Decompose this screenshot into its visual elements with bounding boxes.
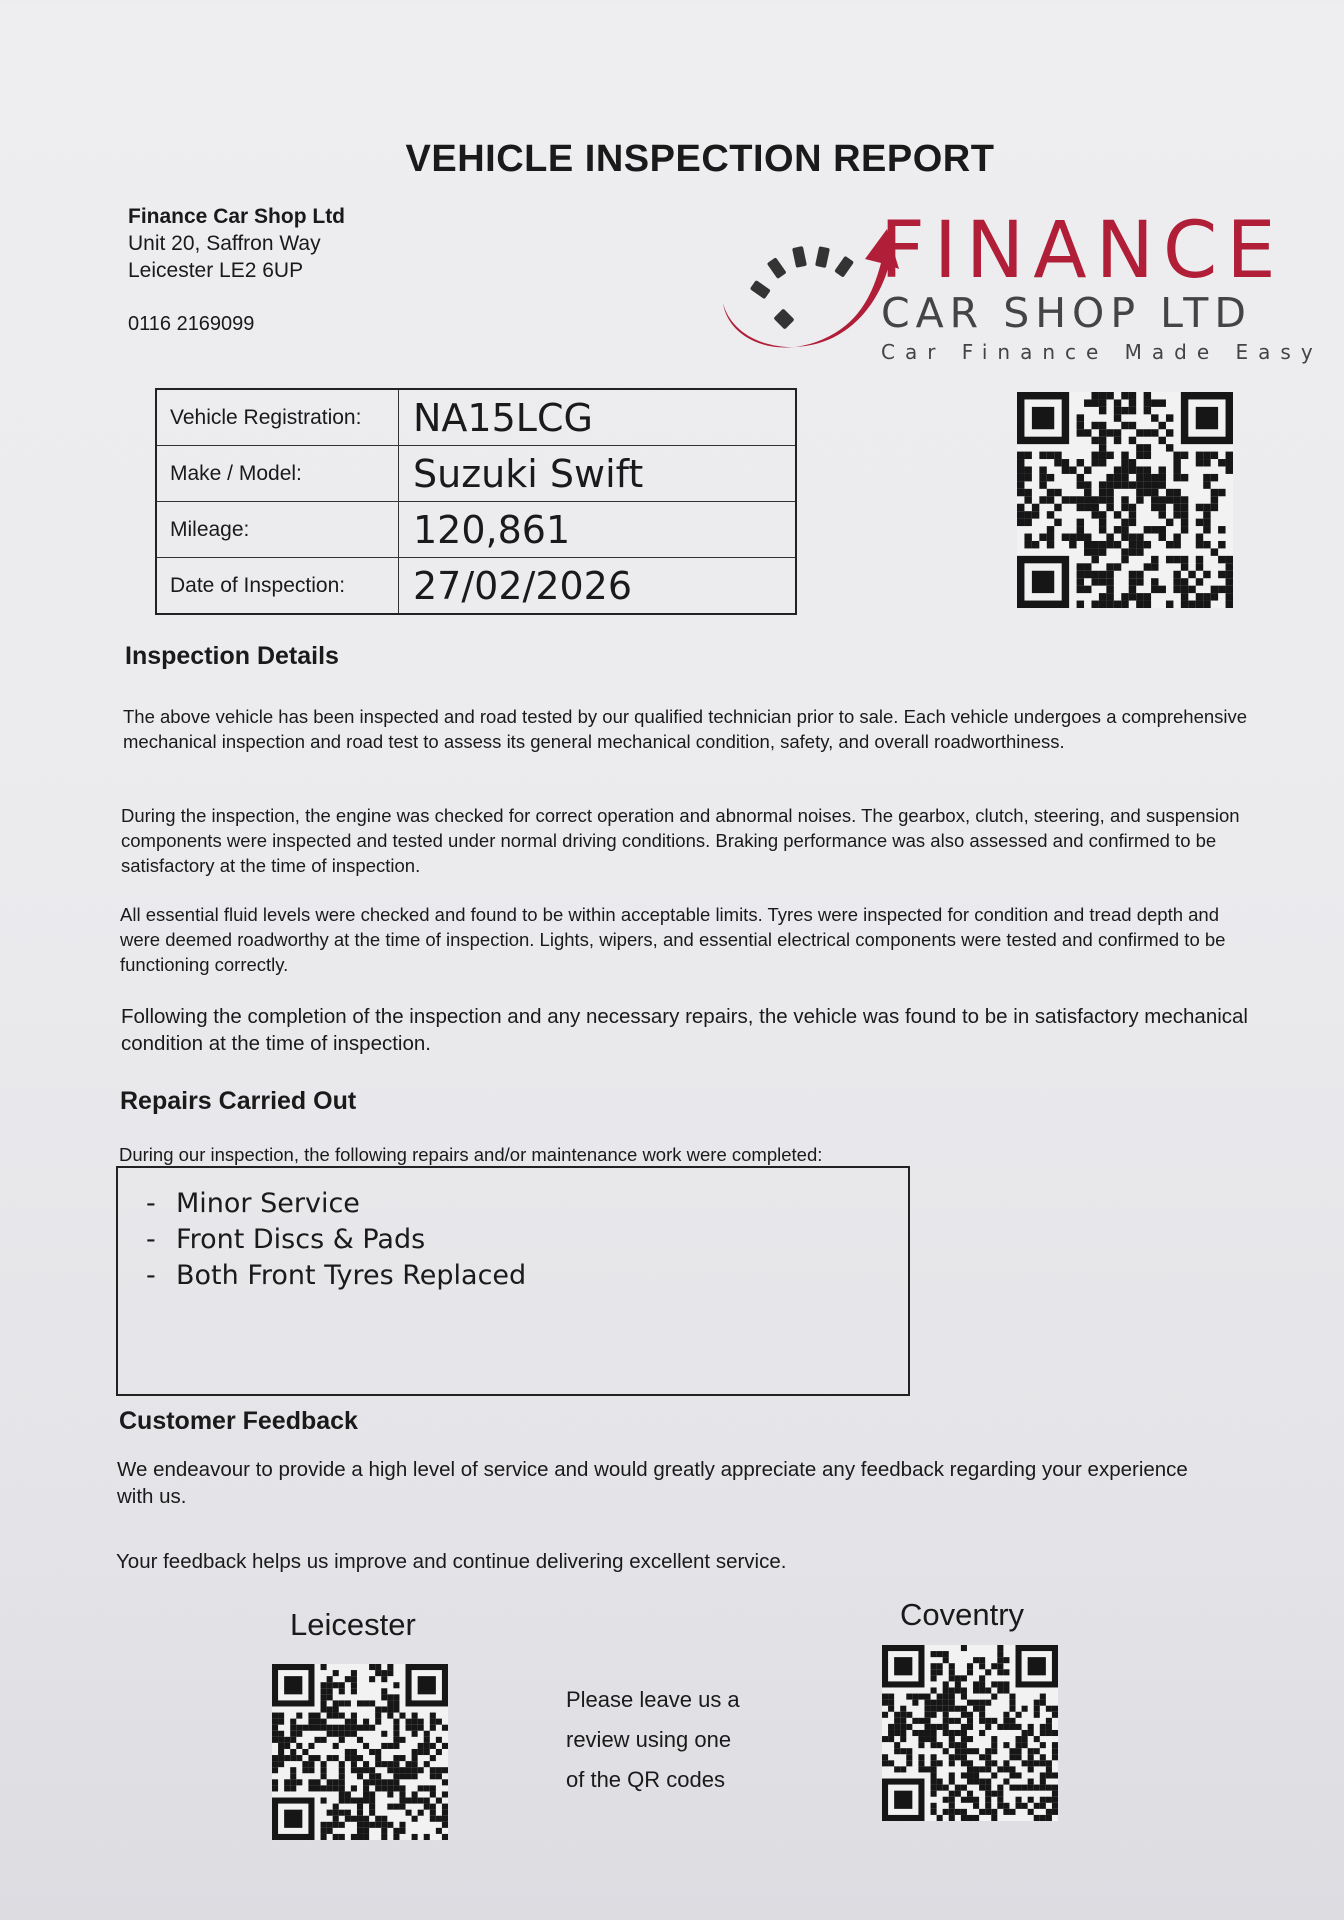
address-line-1: Unit 20, Saffron Way [128,232,321,255]
feedback-paragraph-1: We endeavour to provide a high level of service and would greatly appreciate any feedback regarding your experience with us. [117,1458,1188,1508]
review-line-3: of the QR codes [566,1767,725,1792]
vehicle-field-value: 120,861 [399,502,797,558]
inspection-paragraph-1: The above vehicle has been inspected and road tested by our qualified technician prior to sale. Each vehicle undergoes a comprehensive mechanical inspection and road test to assess its general mechanical condition, safety, and overall roadworthiness. [123,706,1248,752]
vehicle-field-value: 27/02/2026 [399,558,797,615]
vehicle-row [156,558,796,615]
logo-subtitle: CAR SHOP LTD [881,289,1252,337]
qr-code-icon [882,1645,1058,1821]
feedback-paragraph-2: Your feedback helps us improve and continue delivering excellent service. [116,1550,787,1573]
repair-bullet: - [146,1260,156,1291]
repair-bullet: - [146,1188,156,1219]
repair-item [146,1222,908,1258]
vehicle-field-label: Date of Inspection: [156,558,399,615]
company-phone: 0116 2169099 [128,313,255,335]
vehicle-field-value: NA15LCG [399,389,797,446]
company-address-block [128,203,345,284]
review-line-1: Please leave us a [566,1687,740,1712]
repair-item-text: Both Front Tyres Replaced [176,1260,527,1291]
repairs-list [118,1168,908,1294]
qr-code-icon [1017,392,1233,608]
vehicle-field-label: Mileage: [156,502,399,558]
repair-item-text: Front Discs & Pads [176,1224,426,1255]
vehicle-row [156,389,796,446]
vehicle-field-value: Suzuki Swift [399,446,797,502]
location-coventry: Coventry [900,1597,1025,1632]
vehicle-row [156,502,796,558]
company-name: Finance Car Shop Ltd [128,205,346,228]
inspection-paragraph-3: All essential fluid levels were checked and found to be within acceptable limits. Tyres were inspected for condition and tread depth and were deemed roadworthy at the time of inspection. Lights, wipers, and essential electrical components were tested and confirmed to be functioning correctly. [120,904,1226,975]
vehicle-details-table [155,388,797,615]
repair-item [146,1186,908,1222]
address-line-2: Leicester LE2 6UP [128,259,304,282]
page-title: VEHICLE INSPECTION REPORT [405,138,995,180]
review-instructions [566,1680,740,1800]
repairs-heading: Repairs Carried Out [120,1087,357,1115]
repair-bullet: - [146,1224,156,1255]
logo-wordmark: FINANCE [880,206,1285,296]
review-line-2: review using one [566,1727,732,1752]
feedback-heading: Customer Feedback [119,1407,358,1435]
repair-item-text: Minor Service [176,1188,360,1219]
inspection-paragraph-4: Following the completion of the inspection and any necessary repairs, the vehicle was found to be in satisfactory mechanical condition at the time of inspection. [121,1005,1248,1055]
vehicle-field-label: Make / Model: [156,446,399,502]
inspection-heading: Inspection Details [125,642,339,670]
repair-item [146,1258,908,1294]
vehicle-row [156,446,796,502]
repairs-intro: During our inspection, the following repairs and/or maintenance work were completed: [119,1144,823,1165]
repairs-box [116,1166,910,1396]
qr-code-icon [272,1664,448,1840]
logo-tagline: Car Finance Made Easy [881,340,1323,364]
vehicle-field-label: Vehicle Registration: [156,389,399,446]
inspection-paragraph-2: During the inspection, the engine was checked for correct operation and abnormal noises. The gearbox, clutch, steering, and suspension components were inspected and tested under normal driving conditions. Braking performance was also assessed and confirmed to be satisfactory at the time of inspection. [121,805,1240,876]
location-leicester: Leicester [290,1607,416,1642]
